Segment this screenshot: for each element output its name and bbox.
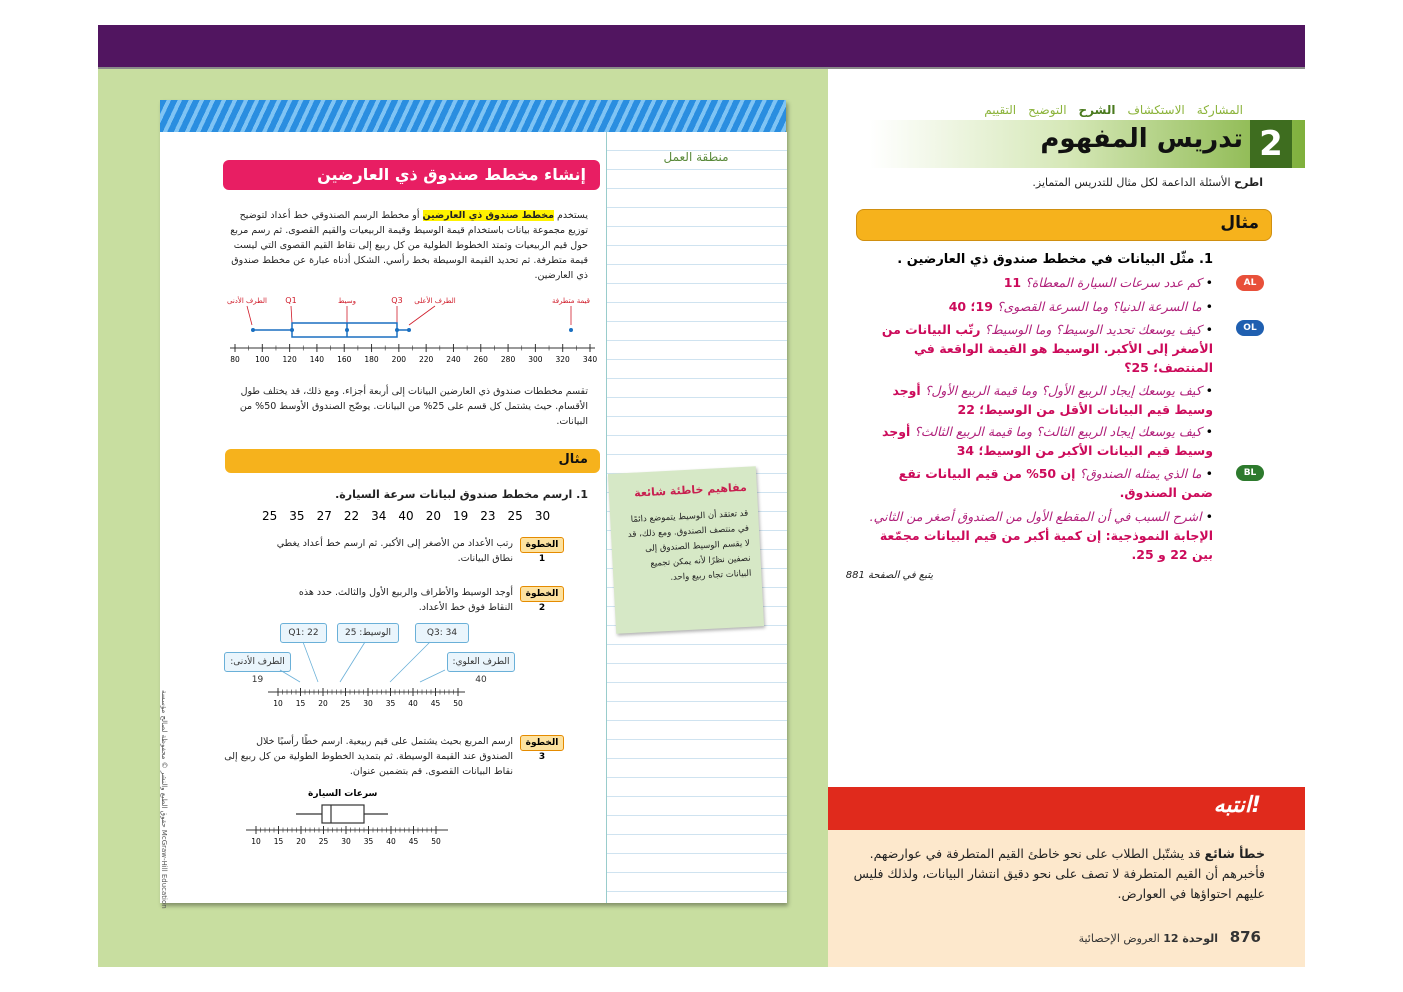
axis-tick-label: 100: [255, 355, 270, 364]
axis-tick-label: 220: [418, 355, 434, 364]
question-2-text: ما السرعة الدنيا؟ وما السرعة القصوى؟: [996, 299, 1202, 314]
question-1-text: كم عدد سرعات السيارة المعطاة؟: [1025, 275, 1202, 290]
box-plot-diagram-1: [225, 293, 600, 368]
student-example-label: مثال: [558, 452, 588, 467]
data-values: [262, 509, 550, 523]
example-label: مثال: [1220, 213, 1259, 233]
para1-pre: يستخدم: [557, 210, 588, 221]
phase-explore: الاستكشاف: [1127, 103, 1185, 117]
lesson-number: 2: [1250, 120, 1292, 168]
footer-unit: [1079, 932, 1218, 945]
phase-elaborate: التوضيح: [1028, 103, 1067, 117]
data-value: 19: [452, 509, 469, 523]
callout-median: الوسيط: 25: [337, 623, 399, 643]
quartile-paragraph: تقسم مخططات صندوق ذي العارضين البيانات إلى أربعة أجزاء. ومع ذلك، قد يختلف طول الأقسام. حيث يشتمل كل قسم على 25% من البيانات. يوضّح الصندوق الأوسط 50% من البيانات.: [239, 386, 588, 427]
question-6-answer: إن 50% من قيم البيانات تقع ضمن الصندوق.: [898, 466, 1213, 500]
student-title: إنشاء مخطط صندوق ذي العارضين: [317, 165, 586, 184]
example-heading: [863, 250, 1213, 269]
badge-ol: OL: [1236, 320, 1264, 336]
label-q3: Q3: [391, 296, 403, 305]
question-7: • اشرح السبب في أن المقطع الأول من الصندوق أصغر من الثاني. الإجابة النموذجية: إن كمية أكبر من قيم البيانات مجمّعة بين 22 و 25.: [869, 509, 1213, 562]
caution-title: انتبه!: [1213, 793, 1261, 818]
caution-body: [828, 830, 1305, 967]
sticky-title: مفاهيم خاطئة شائعة: [633, 480, 748, 500]
axis-tick-label: 20: [318, 699, 328, 708]
student-example-num: 1.: [576, 488, 588, 501]
workspace-heading: منطقة العمل: [663, 150, 729, 164]
para1-highlight: مخطط صندوق ذي العارضين: [422, 210, 554, 221]
axis-tick-label: 15: [273, 837, 284, 846]
step-1-label: الخطوة 1: [520, 537, 564, 553]
axis-tick-label: 10: [251, 837, 261, 846]
number-line-step2: [240, 640, 480, 715]
example-number: 1.: [1199, 252, 1213, 267]
data-value: 25: [262, 509, 278, 523]
step-2-text: أوجد الوسيط والأطراف والربيع الأول والثالث. حدد هذه النقاط فوق خط الأعداد.: [298, 587, 513, 613]
axis-tick-label: 300: [528, 355, 543, 364]
axis-tick-label: 35: [385, 699, 396, 708]
axis-tick-label: 200: [391, 355, 407, 364]
phase-engage: المشاركة: [1196, 103, 1243, 117]
caution-text: [845, 844, 1265, 904]
question-5-answer: أوجد وسيط قيم البيانات الأكبر من الوسيط؛ 34: [881, 424, 1213, 458]
question-6-text: ما الذي يمثله الصندوق؟: [1079, 466, 1202, 481]
page-number: 876: [1229, 928, 1261, 946]
caution-bold: خطأ شائع: [1204, 846, 1265, 861]
question-6: • ما الذي يمثله الصندوق؟ إن 50% من قيم البيانات تقع ضمن الصندوق.: [898, 466, 1213, 500]
axis-tick-label: 260: [473, 355, 488, 364]
question-4: • كيف يوسعك إيجاد الربيع الأول؟ وما قيمة الربيع الأول؟ أوجد وسيط قيم البيانات الأقل من الوسيط؛ 22: [892, 383, 1213, 417]
question-4-text: كيف يوسعك إيجاد الربيع الأول؟ وما قيمة الربيع الأول؟: [924, 383, 1202, 398]
student-example-text: ارسم مخطط صندوق لبيانات سرعة السيارة.: [335, 488, 573, 501]
axis-tick-label: 30: [363, 699, 373, 708]
intro-bold: اطرح: [1234, 176, 1263, 189]
student-title-bar: [223, 160, 600, 190]
question-1: • كم عدد سرعات السيارة المعطاة؟ 11: [1003, 275, 1213, 290]
axis-tick-label: 20: [296, 837, 306, 846]
label-min: الطرف الأدنى: [226, 297, 268, 305]
data-value: 35: [289, 509, 305, 523]
intro-rest: الأسئلة الداعمة لكل مثال للتدريس المتمايز.: [1032, 176, 1231, 189]
footer-unit-title: العروض الإحصائية: [1078, 932, 1160, 945]
student-example-banner: [225, 449, 600, 473]
axis-tick-label: 35: [363, 837, 374, 846]
question-5-text: كيف يوسعك إيجاد الربيع الثالث؟ وما قيمة الربيع الثالث؟: [914, 424, 1202, 439]
top-banner: [98, 25, 1305, 67]
continued-note: يتبع في الصفحة 881: [845, 570, 933, 581]
box: [292, 323, 397, 337]
data-value: 22: [343, 509, 360, 523]
plot-title: سرعات السيارة: [308, 789, 378, 799]
axis-tick-label: 80: [230, 355, 240, 364]
axis-tick-label: 45: [408, 837, 419, 846]
question-3-text: كيف يوسعك تحديد الوسيط؟ وما الوسيط؟: [984, 322, 1202, 337]
lesson-title: تدريس المفهوم: [1040, 124, 1243, 154]
axis-tick-label: 45: [430, 699, 441, 708]
intro-paragraph: [228, 208, 588, 283]
para1-rest: أو مخطط الرسم الصندوقي خط أعداد لتوضيح توزيع مجموعة بيانات باستخدام قيمة الوسيط وقيمة الربيعيات والقيم القصوى. ثم رسم مربع حول قيم الربيعيات وتمتد الخطوط الطولية من كل ربيع إلى نقاط القيم القصوى التي ليست قيمة متطرفة. ثم تحديد القيمة الوسيطة بخط رأسي. الشكل أدناه عبارة عن مخطط صندوق ذي العارضين.: [230, 210, 588, 281]
axis-tick-label: 25: [318, 837, 329, 846]
step-1-text: رتب الأعداد من الأصغر إلى الأكبر. ثم ارسم خط أعداد يغطي نطاق البيانات.: [276, 538, 513, 564]
axis-tick-label: 120: [282, 355, 297, 364]
axis-tick-label: 180: [364, 355, 379, 364]
callout-q3: Q3: 34: [415, 623, 469, 643]
question-7-text: اشرح السبب في أن المقطع الأول من الصندوق أصغر من الثاني.: [869, 509, 1202, 524]
label-outlier: قيمة متطرفة: [551, 297, 591, 305]
caution-banner: [828, 787, 1305, 830]
data-value: 30: [534, 509, 551, 523]
step-2-label: الخطوة 2: [520, 586, 564, 602]
callout-max: الطرف العلوي: 40: [447, 652, 515, 672]
phase-nav: [984, 103, 1243, 117]
axis-tick-label: 15: [295, 699, 306, 708]
axis-tick-label: 50: [453, 699, 463, 708]
student-page-stripe: [160, 100, 786, 132]
axis-tick-label: 40: [386, 837, 396, 846]
axis-tick-label: 30: [341, 837, 351, 846]
example-text: مثّل البيانات في مخطط صندوق ذي العارضين .: [897, 252, 1195, 267]
phase-explain: الشرح: [1078, 103, 1116, 117]
question-5: • كيف يوسعك إيجاد الربيع الثالث؟ وما قيمة الربيع الثالث؟ أوجد وسيط قيم البيانات الأكبر من الوسيط؛ 34: [881, 424, 1213, 458]
step-3-text: ارسم المربع بحيث يشتمل على قيم ربيعية. ارسم خطًا رأسيًا خلال الصندوق عند القيمة الوسيطة. ثم بتمديد الخطوط الطولية من كل ربيع إلى نقاط البيانات القصوى. قم بتضمين عنوان.: [224, 736, 513, 777]
axis-tick-label: 320: [555, 355, 570, 364]
data-value: 25: [507, 509, 523, 523]
sticky-note: [608, 466, 764, 634]
axis-tick-label: 140: [309, 355, 325, 364]
axis-tick-label: 25: [340, 699, 351, 708]
question-1-answer: 11: [1003, 275, 1022, 290]
label-q1: Q1: [285, 296, 297, 305]
sticky-text: قد تعتقد أن الوسيط يتموضع دائمًا في منتصف الصندوق. ومع ذلك، قد لا يقسم الوسيط الصندوق إلى نصفين نظرًا لأنه يمكن تجميع البيانات تجاه ربيع واحد.: [627, 508, 752, 583]
axis-tick-label: 50: [431, 837, 441, 846]
axis-tick-label: 40: [408, 699, 418, 708]
badge-al: AL: [1236, 275, 1264, 291]
student-example-heading: [228, 487, 588, 502]
question-4-answer: أوجد وسيط قيم البيانات الأقل من الوسيط؛ 22: [892, 383, 1213, 417]
axis-tick-label: 10: [273, 699, 283, 708]
question-2: • ما السرعة الدنيا؟ وما السرعة القصوى؟ 19؛ 40: [948, 299, 1213, 314]
data-value: 40: [398, 509, 414, 523]
badge-bl: BL: [1236, 465, 1264, 481]
step-3-label: الخطوة 3: [520, 735, 564, 751]
data-value: 27: [316, 509, 332, 523]
axis-tick-label: 280: [500, 355, 516, 364]
question-7-answer: الإجابة النموذجية: إن كمية أكبر من قيم البيانات مجمّعة بين 22 و 25.: [879, 528, 1213, 562]
final-box-plot: [240, 800, 460, 850]
axis-tick-label: 340: [582, 355, 598, 364]
label-median: وسيط: [337, 297, 357, 305]
caution-rest: قد يشتّبل الطلاب على نحو خاطئ القيم المتطرفة في عوارضهم. فأخبرهم أن القيم المتطرفة لا تصف على نحو دقيق انتشار البيانات، ولذلك فليس عليهم احتواؤها في العوارض.: [853, 846, 1265, 901]
axis-tick-label: 160: [337, 355, 352, 364]
footer-unit-number: الوحدة 12: [1163, 932, 1218, 945]
intro-text: [843, 176, 1263, 189]
phase-evaluate: التقييم: [984, 103, 1017, 117]
callout-q1: Q1: 22: [280, 623, 327, 643]
question-2-answer: 19؛ 40: [948, 299, 993, 314]
axis-tick-label: 240: [446, 355, 461, 364]
data-value: 20: [425, 509, 441, 523]
label-max: الطرف الأعلى: [414, 297, 456, 305]
data-value: 34: [371, 509, 387, 523]
question-3-answer: رتّب البيانات من الأصغر إلى الأكبر. الوسيط هو القيمة الواقعة في المنتصف؛ 25؟: [881, 322, 1213, 375]
copyright-vertical: حقوق الطبع والنشر © محفوظة لصالح مؤسسة McGraw-Hill Education: [160, 690, 168, 909]
example-banner: [856, 209, 1272, 241]
data-value: 23: [480, 509, 496, 523]
question-3: • كيف يوسعك تحديد الوسيط؟ وما الوسيط؟ رتّب البيانات من الأصغر إلى الأكبر. الوسيط هو القيمة الواقعة في المنتصف؛ 25؟: [881, 322, 1213, 375]
callout-min: الطرف الأدنى: 19: [224, 652, 291, 672]
